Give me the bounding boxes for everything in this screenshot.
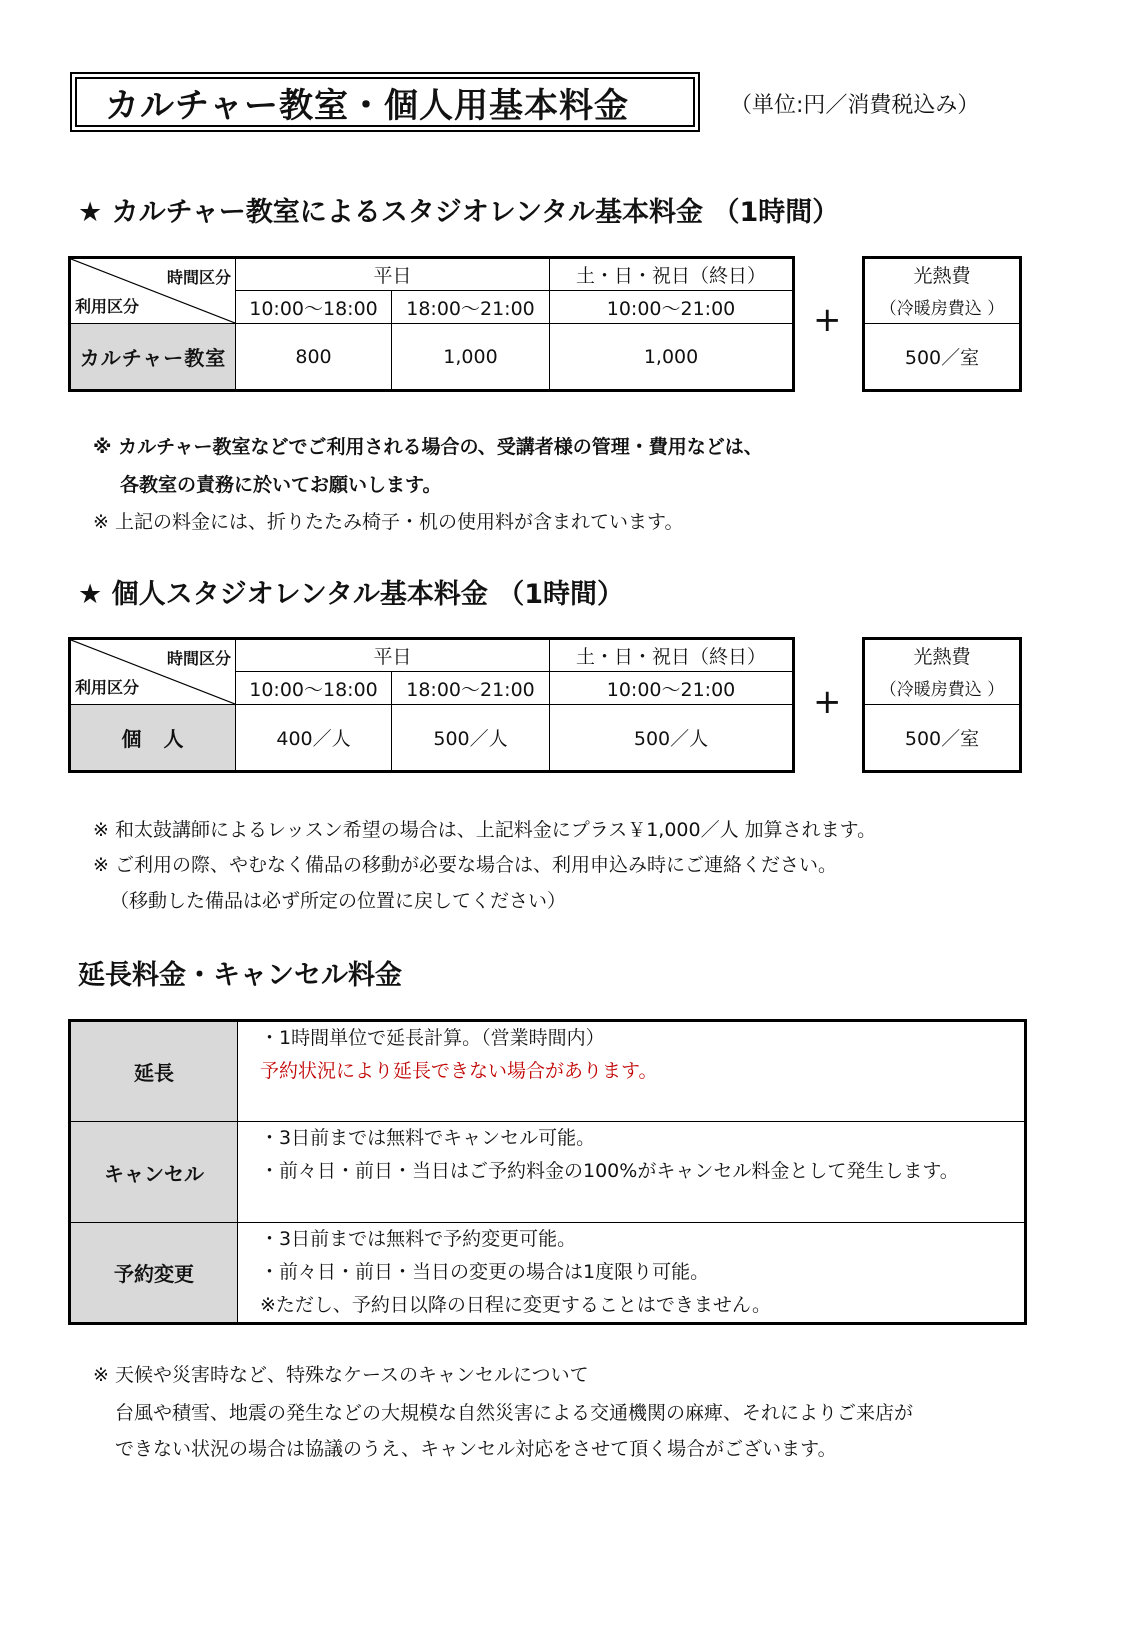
utility-table	[862, 256, 1022, 392]
culture-note: ※ カルチャー教室などでご利用される場合の、受講者様の管理・費用などは、	[93, 436, 763, 458]
policy-warning: 予約状況により延長できない場合があります。	[260, 1060, 658, 1082]
policy-line: ・前々日・前日・当日はご予約料金の100%がキャンセル料金として発生します。	[260, 1160, 959, 1182]
personal-rate-table	[68, 637, 795, 773]
slot-header: 10:00〜18:00	[236, 291, 392, 324]
price-cell: 1,000	[392, 324, 550, 391]
personal-note: ※ ご利用の際、やむなく備品の移動が必要な場合は、利用申込み時にご連絡ください。	[93, 854, 837, 876]
table-corner	[70, 258, 236, 324]
price-cell: 1,000	[550, 324, 794, 391]
weekend-header: 土・日・祝日（終日）	[550, 639, 794, 672]
row-label: 個 人	[70, 705, 236, 772]
culture-note: ※ 上記の料金には、折りたたみ椅子・机の使用料が含まれています。	[93, 511, 684, 533]
utility-title: 光熱費	[864, 639, 1021, 672]
corner-usage-label: 利用区分	[75, 297, 140, 316]
slot-header: 10:00〜18:00	[236, 672, 392, 705]
policy-label-extension: 延長	[70, 1021, 238, 1122]
utility-price: 500／室	[864, 324, 1021, 391]
policy-note: できない状況の場合は協議のうえ、キャンセル対応をさせて頂く場合がございます。	[115, 1438, 837, 1460]
price-cell: 500／人	[392, 705, 550, 772]
utility-table	[862, 637, 1022, 773]
policy-table	[68, 1019, 1027, 1325]
utility-sub: （冷暖房費込 ）	[864, 291, 1021, 324]
culture-note: 各教室の責務に於いてお願いします。	[120, 474, 442, 496]
policy-line: ・3日前までは無料で予約変更可能。	[260, 1228, 577, 1250]
corner-time-label: 時間区分	[166, 649, 231, 668]
utility-sub: （冷暖房費込 ）	[864, 672, 1021, 705]
plus-sign: +	[813, 300, 842, 340]
price-cell: 400／人	[236, 705, 392, 772]
plus-sign: +	[813, 682, 842, 722]
corner-time-label: 時間区分	[166, 268, 231, 287]
policy-line: ・3日前までは無料でキャンセル可能。	[260, 1127, 596, 1149]
utility-title: 光熱費	[864, 258, 1021, 291]
unit-note: （単位:円／消費税込み）	[730, 93, 980, 118]
policy-label-change: 予約変更	[70, 1223, 238, 1324]
weekend-header: 土・日・祝日（終日）	[550, 258, 794, 291]
policy-line: ・前々日・前日・当日の変更の場合は1度限り可能。	[260, 1261, 710, 1283]
policy-line: ※ただし、予約日以降の日程に変更することはできません。	[260, 1294, 772, 1316]
slot-header: 10:00〜21:00	[550, 672, 794, 705]
page-title: カルチャー教室・個人用基本料金	[75, 77, 695, 127]
policy-line: ・1時間単位で延長計算。（営業時間内）	[260, 1027, 605, 1049]
culture-heading: ★ カルチャー教室によるスタジオレンタル基本料金 （1時間）	[78, 197, 840, 228]
personal-note: ※ 和太鼓講師によるレッスン希望の場合は、上記料金にプラス￥1,000／人 加算されます。	[93, 819, 877, 841]
weekday-header: 平日	[236, 258, 550, 291]
policy-heading: 延長料金・キャンセル料金	[78, 960, 402, 991]
table-corner	[70, 639, 236, 705]
policy-label-cancel: キャンセル	[70, 1122, 238, 1223]
price-cell: 500／人	[550, 705, 794, 772]
slot-header: 18:00〜21:00	[392, 291, 550, 324]
personal-note: （移動した備品は必ず所定の位置に戻してください）	[110, 890, 567, 912]
personal-heading: ★ 個人スタジオレンタル基本料金 （1時間）	[78, 579, 625, 610]
row-label: カルチャー教室	[70, 324, 236, 391]
weekday-header: 平日	[236, 639, 550, 672]
policy-note: 台風や積雪、地震の発生などの大規模な自然災害による交通機関の麻痺、それによりご来店が	[115, 1402, 914, 1424]
slot-header: 18:00〜21:00	[392, 672, 550, 705]
price-cell: 800	[236, 324, 392, 391]
title-box	[70, 72, 700, 132]
utility-price: 500／室	[864, 705, 1021, 772]
culture-rate-table	[68, 256, 795, 392]
policy-note: ※ 天候や災害時など、特殊なケースのキャンセルについて	[93, 1364, 589, 1386]
corner-usage-label: 利用区分	[75, 678, 140, 697]
slot-header: 10:00〜21:00	[550, 291, 794, 324]
